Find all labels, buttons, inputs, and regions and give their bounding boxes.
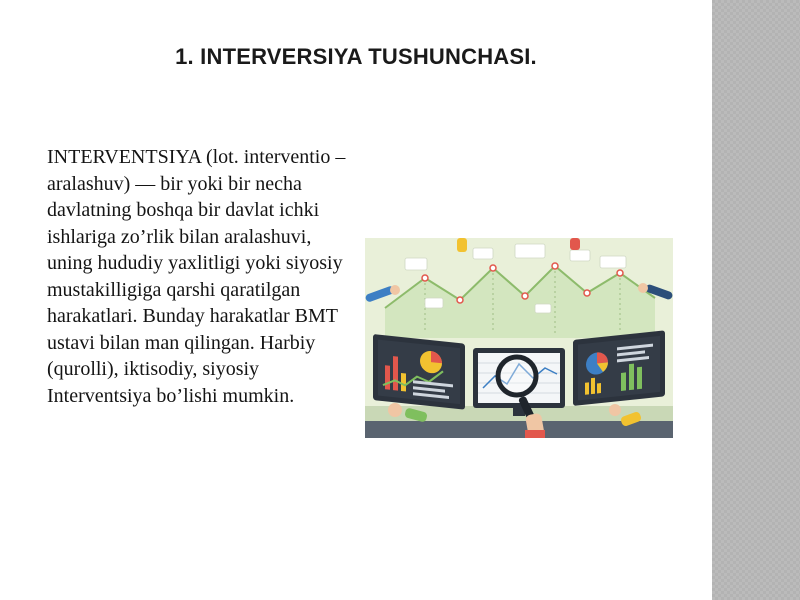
- data-analytics-illustration: [365, 238, 673, 438]
- decorative-side-bar: [712, 0, 800, 600]
- slide-title: 1. INTERVERSIYA TUSHUNCHASI.: [175, 44, 537, 69]
- slide-body-text: INTERVENTSIYA (lot. interventio – aralashuv) — bir yoki bir necha davlatning boshqa bir davlat ichki ishlariga zo’rlik bilan aralashuvi, uning hududiy yaxlitligi yoki siyosiy mustakilligiga qarshi qaratilgan harakatlari. Bunday harakatlar BMT ustavi bilan man qilingan. Harbiy (qurolli), iktisodiy, siyosiy Interventsiya bo’lishi mumkin.: [47, 146, 346, 407]
- data-analytics-illustration-icon: [365, 238, 673, 438]
